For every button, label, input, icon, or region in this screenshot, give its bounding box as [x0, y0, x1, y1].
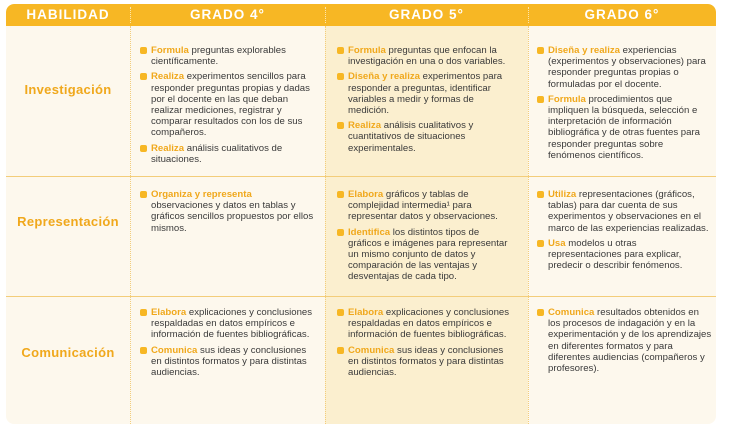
cell-investigacion-grado-4	[139, 45, 315, 169]
item-text: procedimientos que impliquen la búsqueda, selección e interpretación de información bibliográfica y de otras fuentes para responder preguntas sobre fenómenos científicos.	[548, 93, 700, 161]
list-item	[139, 307, 315, 341]
item-keyword: Usa	[548, 237, 566, 249]
item-text: experimentos para responder a preguntas, identificar variables a medir y formas de medición.	[348, 71, 503, 117]
bullet-icon	[537, 96, 544, 103]
item-keyword: Realiza	[348, 120, 382, 132]
cell-investigacion-grado-5	[336, 45, 512, 158]
item-text: experiencias (experimentos y observaciones) para responder preguntas propias o formuladas por el docente.	[548, 45, 706, 90]
item-keyword: Formula	[151, 45, 189, 56]
skill-comunicacion: Comunicación	[21, 345, 115, 360]
cell-comunicacion-grado-6	[536, 307, 712, 378]
item-text: modelos u otras representaciones para explicar, predecir o describir fenómenos.	[548, 237, 683, 272]
item-keyword: Realiza	[151, 142, 185, 154]
item-keyword: Comunica	[151, 344, 198, 356]
bullet-icon	[337, 73, 344, 80]
column-divider	[528, 26, 529, 424]
header-grade-6: GRADO 6°	[584, 7, 660, 22]
item-text: sus ideas y conclusiones en distintos formatos y para distintas audiencias.	[151, 344, 307, 379]
cell-comunicacion-grado-5	[336, 307, 512, 382]
column-divider	[130, 26, 131, 424]
item-keyword: Formula	[348, 45, 386, 56]
item-text: explicaciones y conclusiones respaldadas en datos empíricos e información de fuentes bibliográficas.	[348, 307, 510, 341]
list-item	[139, 143, 315, 165]
item-keyword: Elabora	[348, 307, 384, 318]
header-grade-5: GRADO 5°	[389, 7, 464, 22]
list-item	[536, 238, 712, 272]
list-item	[139, 345, 315, 379]
item-keyword: Realiza	[151, 71, 185, 83]
item-text: observaciones y datos en tablas y gráficos sencillos propuestos por ellos mismos.	[151, 200, 314, 234]
list-item	[139, 45, 315, 67]
item-text: preguntas que enfocan la investigación en una o dos variables.	[348, 45, 506, 68]
skills-table	[6, 4, 716, 424]
table-header	[6, 4, 716, 26]
bullet-icon	[140, 347, 147, 354]
item-text: resultados obtenidos en los procesos de indagación y en la experimentación y de los aprendizajes en diferentes formatos y para diferentes audiencias (compañeros y profesores).	[548, 307, 712, 375]
bullet-icon	[337, 229, 344, 236]
bullet-icon	[537, 309, 544, 316]
list-item	[139, 71, 315, 138]
list-item	[336, 71, 512, 116]
item-keyword: Formula	[548, 93, 586, 105]
cell-investigacion-grado-6	[536, 45, 712, 165]
skill-investigacion: Investigación	[24, 82, 112, 97]
bullet-icon	[140, 191, 147, 198]
list-item	[336, 227, 512, 283]
bullet-icon	[140, 47, 147, 54]
bullet-icon	[337, 347, 344, 354]
skill-representacion: Representación	[17, 214, 119, 229]
item-text: preguntas explorables científicamente.	[151, 45, 286, 68]
row-divider	[6, 176, 716, 177]
item-keyword: Identifica	[348, 226, 391, 238]
item-keyword: Organiza y representa	[151, 189, 252, 200]
bullet-icon	[337, 191, 344, 198]
list-item	[536, 307, 712, 374]
item-keyword: Comunica	[548, 307, 595, 318]
item-keyword: Diseña y realiza	[348, 71, 420, 83]
header-skill: HABILIDAD	[26, 7, 110, 22]
item-text: sus ideas y conclusiones en distintos formatos y para distintas audiencias.	[348, 344, 504, 379]
item-text: análisis cualitativos y cuantitativos de situaciones experimentales.	[348, 120, 474, 154]
bullet-icon	[337, 309, 344, 316]
bullet-icon	[537, 240, 544, 247]
bullet-icon	[537, 47, 544, 54]
bullet-icon	[537, 191, 544, 198]
bullet-icon	[140, 145, 147, 152]
list-item	[336, 307, 512, 341]
list-item	[536, 94, 712, 161]
item-keyword: Diseña y realiza	[548, 45, 620, 56]
header-grade-4: GRADO 4°	[190, 7, 265, 22]
cell-representacion-grado-4	[139, 189, 315, 238]
list-item	[336, 189, 512, 223]
list-item	[536, 45, 712, 90]
item-keyword: Elabora	[151, 307, 187, 318]
list-item	[336, 120, 512, 154]
item-text: análisis cualitativos de situaciones.	[151, 142, 283, 165]
bullet-icon	[140, 73, 147, 80]
item-text: los distintos tipos de gráficos e imágenes para representar un mismo conjunto de datos y comparación de las ventajas y desventajas de cada tipo.	[348, 226, 508, 283]
list-item	[336, 45, 512, 67]
column-divider	[325, 26, 326, 424]
cell-representacion-grado-6	[536, 189, 712, 275]
item-keyword: Elabora	[348, 189, 384, 200]
item-text: experimentos sencillos para responder preguntas propias y dadas por el docente en las que deban realizar mediciones, registrar y comparar resultados con los de sus compañeros.	[151, 71, 310, 139]
bullet-icon	[337, 122, 344, 129]
row-divider	[6, 296, 716, 297]
cell-representacion-grado-5	[336, 189, 512, 287]
item-text: explicaciones y conclusiones respaldadas en datos empíricos e información de fuentes bibliográficas.	[151, 307, 313, 341]
list-item	[336, 345, 512, 379]
list-item	[536, 189, 712, 234]
bullet-icon	[140, 309, 147, 316]
cell-comunicacion-grado-4	[139, 307, 315, 382]
bullet-icon	[337, 47, 344, 54]
item-text: gráficos y tablas de complejidad intermedia¹ para representar datos y observaciones.	[348, 189, 498, 223]
item-keyword: Utiliza	[548, 189, 577, 200]
item-text: representaciones (gráficos, tablas) para dar cuenta de sus experimentos y observaciones en el marco de las experiencias realizadas.	[548, 189, 709, 234]
list-item	[139, 189, 315, 234]
item-keyword: Comunica	[348, 344, 395, 356]
